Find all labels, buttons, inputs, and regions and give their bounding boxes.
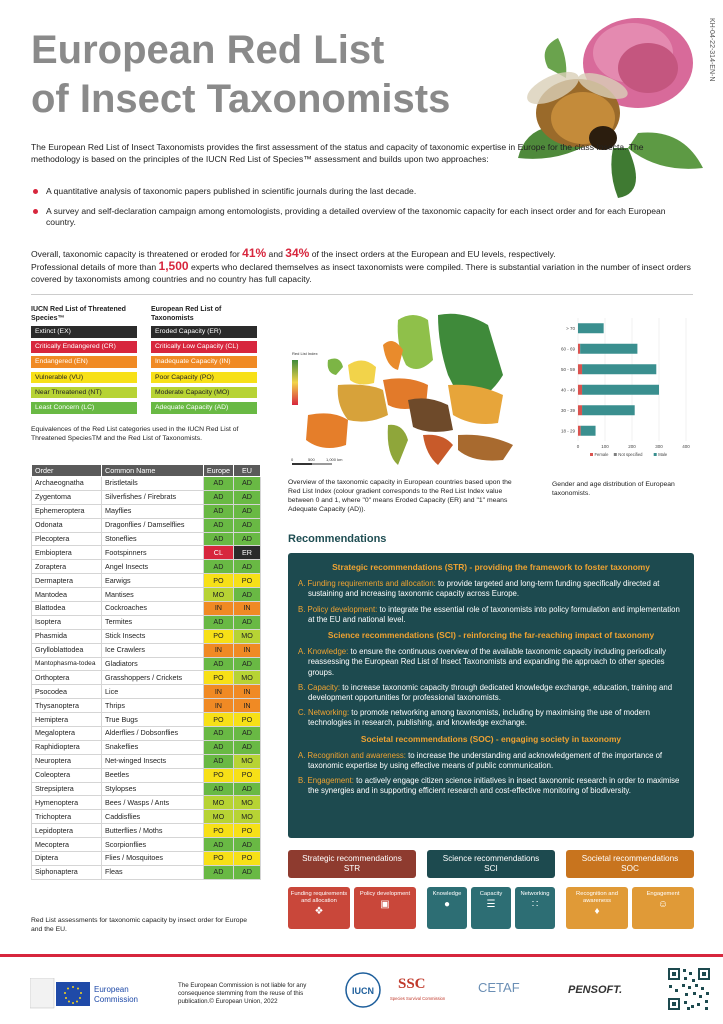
eu-status-cell: MO xyxy=(234,796,261,810)
europe-status-cell: AD xyxy=(203,615,233,629)
common-name-cell: Mantises xyxy=(102,588,204,602)
recommendation-text: to integrate the essential role of taxonomists into policy formulation and implementation at the EU and national level. xyxy=(308,604,680,624)
gender-age-bar-chart xyxy=(548,313,693,473)
legend-heading-taxonomists: European Red List of Taxonomists xyxy=(151,306,222,322)
subitem-icon: ☺ xyxy=(657,899,669,910)
bar-male xyxy=(582,385,659,395)
europe-status-cell: PO xyxy=(203,824,233,838)
table-row xyxy=(32,588,261,602)
common-name-cell: Earwigs xyxy=(102,574,204,588)
europe-status-cell: AD xyxy=(203,532,233,546)
table-body xyxy=(32,477,261,880)
category-header: Science recommendations SCI xyxy=(427,850,555,878)
recommendation-key: C. Networking: xyxy=(298,708,350,718)
table-row xyxy=(32,782,261,796)
cetaf-logo: CETAF xyxy=(478,980,520,995)
common-name-cell: Beetles xyxy=(102,768,204,782)
table-row xyxy=(32,768,261,782)
table-row xyxy=(32,754,261,768)
europe-status-cell: IN xyxy=(203,685,233,699)
category-header: Societal recommendations SOC xyxy=(566,850,694,878)
common-name-cell: Termites xyxy=(102,615,204,629)
table-row xyxy=(32,824,261,838)
eu-status-cell: IN xyxy=(234,685,261,699)
iucn-category-0: Extinct (EX) xyxy=(31,326,137,338)
order-cell: Megaloptera xyxy=(32,727,102,741)
eu-status-cell: PO xyxy=(234,713,261,727)
category-subitem: Funding requirements and allocation ❖ xyxy=(288,887,350,929)
eu-status-cell: AD xyxy=(234,727,261,741)
recommendation-text: to provide targeted and long-term funding specifically directed at sustaining and increasing taxonomic capacity across Europe. xyxy=(308,579,660,599)
y-tick-label: 40 - 49 xyxy=(560,387,575,393)
chart-caption: Gender and age distribution of European taxonomists. xyxy=(552,481,675,497)
section-divider xyxy=(31,294,693,295)
europe-status-cell: MO xyxy=(203,796,233,810)
europe-status-cell: MO xyxy=(203,588,233,602)
qr-code[interactable] xyxy=(667,967,711,1011)
disclaimer: The European Commission is not liable for any consequence stemming from the reuse of this publication.© European Union, 2022 xyxy=(178,982,307,1005)
svg-text:European: European xyxy=(94,985,129,994)
recommendation-item xyxy=(298,683,684,703)
table-row xyxy=(32,865,261,879)
table-row xyxy=(32,810,261,824)
y-tick-label: 60 - 69 xyxy=(560,346,575,352)
table-row xyxy=(32,615,261,629)
order-cell: Hemiptera xyxy=(32,713,102,727)
table-row xyxy=(32,574,261,588)
recommendation-key: A. Recognition and awareness: xyxy=(298,750,406,760)
subitem-icon: ☰ xyxy=(486,899,496,910)
bar-female xyxy=(578,344,580,354)
eu-status-cell: MO xyxy=(234,754,261,768)
bar-female xyxy=(578,385,582,395)
order-cell: Trichoptera xyxy=(32,810,102,824)
eu-status-cell: PO xyxy=(234,852,261,866)
common-name-cell: Ice Crawlers xyxy=(102,643,204,657)
table-note: Red List assessments for taxonomic capacity by insect order for Europe and the EU. xyxy=(31,917,248,933)
europe-status-cell: MO xyxy=(203,810,233,824)
eu-status-cell: MO xyxy=(234,629,261,643)
european-commission-logo xyxy=(30,978,170,1010)
order-cell: Ephemeroptera xyxy=(32,504,102,518)
legend-swatch xyxy=(654,453,657,456)
recommendation-item xyxy=(298,647,684,678)
recommendation-item xyxy=(298,579,684,599)
table-row xyxy=(32,560,261,574)
europe-capacity-map xyxy=(288,305,520,473)
common-name-cell: Alderflies / Dobsonflies xyxy=(102,727,204,741)
bar-male xyxy=(580,344,637,354)
legend-swatch xyxy=(590,453,593,456)
taxonomist-category-3: Poor Capacity (PO) xyxy=(151,372,257,384)
header-eu: EU xyxy=(234,465,261,477)
europe-status-cell: AD xyxy=(203,477,233,491)
eu-status-cell: ER xyxy=(234,546,261,560)
subitem-icon: ❖ xyxy=(314,906,324,917)
europe-status-cell: AD xyxy=(203,504,233,518)
intro-paragraph: The European Red List of Insect Taxonomists provides the first assessment of the status and capacity of taxonomic expertise in Europe for the class Insecta. The methodology is based on the principles of the IUCN Red List of Species™ assessment and builds upon two approaches: xyxy=(31,142,644,164)
table-row xyxy=(32,518,261,532)
document-id: KH-04-22-314-EN-N xyxy=(708,18,715,82)
iucn-category-3: Vulnerable (VU) xyxy=(31,372,137,384)
eu-status-cell: MO xyxy=(234,671,261,685)
table-row xyxy=(32,629,261,643)
category-subitem: Capacity ☰ xyxy=(471,887,511,929)
eu-status-cell: AD xyxy=(234,504,261,518)
eu-status-cell: PO xyxy=(234,574,261,588)
eu-status-cell: AD xyxy=(234,782,261,796)
approach-item: A survey and self-declaration campaign among entomologists, providing a detailed overview of the taxonomic capacity for each insect order and for each European country. xyxy=(31,206,681,229)
order-cell: Zygentoma xyxy=(32,490,102,504)
common-name-cell: Fleas xyxy=(102,865,204,879)
category-soc xyxy=(566,850,694,930)
common-name-cell: Silverfishes / Firebrats xyxy=(102,490,204,504)
map-legend-title: Red List Index xyxy=(292,351,318,356)
svg-text:IUCN: IUCN xyxy=(352,986,374,996)
category-sci xyxy=(427,850,555,930)
taxonomist-category-0: Eroded Capacity (ER) xyxy=(151,326,257,338)
svg-text:1,000 km: 1,000 km xyxy=(326,457,343,462)
header-europe: Europe xyxy=(203,465,233,477)
common-name-cell: Bees / Wasps / Ants xyxy=(102,796,204,810)
order-cell: Archaeognatha xyxy=(32,477,102,491)
map-legend-gradient xyxy=(292,360,298,405)
europe-status-cell: AD xyxy=(203,754,233,768)
x-tick-label: 400 xyxy=(682,444,690,449)
order-cell: Mecoptera xyxy=(32,838,102,852)
common-name-cell: Bristletails xyxy=(102,477,204,491)
common-name-cell: Net-winged Insects xyxy=(102,754,204,768)
recommendation-text: to increase taxonomic capacity through dedicated knowledge exchange, education, training and development opportunities for professional taxonomists. xyxy=(308,682,673,703)
bullet-dot xyxy=(33,209,38,214)
recommendations-panel xyxy=(288,553,694,838)
category-str xyxy=(288,850,416,930)
recommendation-text: to increase the understanding and acknowledgement of the importance of taxonomic expertise by using effective means of public communication. xyxy=(308,750,663,771)
europe-status-cell: PO xyxy=(203,713,233,727)
europe-status-cell: AD xyxy=(203,782,233,796)
eu-status-cell: AD xyxy=(234,588,261,602)
recommendation-item xyxy=(298,751,684,771)
recommendation-text: to actively engage citizen science initiatives in insect taxonomic research in order to maximise the synergies and in supporting efficient research and cost-effective monitoring of biodiversity. xyxy=(308,776,680,796)
x-tick-label: 200 xyxy=(628,444,636,449)
recommendation-section-heading: Science recommendations (SCI) - reinforcing the far-reaching impact of taxonomy xyxy=(327,630,655,641)
common-name-cell: Footspinners xyxy=(102,546,204,560)
category-subitem: Knowledge ● xyxy=(427,887,467,929)
europe-status-cell: IN xyxy=(203,602,233,616)
recommendation-item xyxy=(298,708,684,728)
bar-male xyxy=(582,364,656,374)
eu-status-cell: IN xyxy=(234,602,261,616)
table-row xyxy=(32,477,261,491)
recommendation-key: B. Policy development: xyxy=(298,604,378,614)
recommendation-section-heading: Societal recommendations (SOC) - engaging society in taxonomy xyxy=(360,733,622,744)
iucn-category-1: Critically Endangered (CR) xyxy=(31,341,137,353)
legend-label: Male xyxy=(658,452,668,457)
recommendation-item xyxy=(298,605,684,625)
europe-status-cell: AD xyxy=(203,727,233,741)
eu-status-cell: AD xyxy=(234,518,261,532)
table-row xyxy=(32,657,261,671)
common-name-cell: Mayflies xyxy=(102,504,204,518)
europe-status-cell: AD xyxy=(203,657,233,671)
order-cell: Mantodea xyxy=(32,588,102,602)
iucn-category-2: Endangered (EN) xyxy=(31,356,137,368)
header-order: Order xyxy=(32,465,102,477)
europe-status-cell: AD xyxy=(203,560,233,574)
pensoft-logo: PENSOFT. xyxy=(568,984,623,996)
order-cell: Thysanoptera xyxy=(32,699,102,713)
table-row xyxy=(32,602,261,616)
order-cell: Blattodea xyxy=(32,602,102,616)
x-tick-label: 100 xyxy=(601,444,609,449)
order-cell: Hymenoptera xyxy=(32,796,102,810)
eu-status-cell: AD xyxy=(234,740,261,754)
svg-text:500: 500 xyxy=(308,457,315,462)
bar-female xyxy=(578,405,582,415)
approach-item: A quantitative analysis of taxonomic papers published in scientific journals during the last decade. xyxy=(31,186,681,198)
order-cell: Zoraptera xyxy=(32,560,102,574)
ssc-logo: SSC xyxy=(398,976,426,992)
common-name-cell: Caddisflies xyxy=(102,810,204,824)
order-cell: Raphidioptera xyxy=(32,740,102,754)
taxonomist-category-2: Inadequate Capacity (IN) xyxy=(151,356,257,368)
table-row xyxy=(32,490,261,504)
insect-order-table xyxy=(31,464,261,880)
legend-note: Equivalences of the Red List categories used in the IUCN Red List of Threatened SpeciesTM and the Red List of Taxonomists. xyxy=(31,426,239,442)
eu-status-cell: AD xyxy=(234,657,261,671)
subitem-icon: ♦ xyxy=(594,906,600,917)
recommendation-key: A. Funding requirements and allocation: xyxy=(298,579,436,589)
iucn-logo xyxy=(345,972,381,1008)
subitem-icon: ▣ xyxy=(380,899,390,910)
recommendation-text: to ensure the continuous overview of the available taxonomic capacity including periodically reassessing the European Red List of Insect Taxonomists and expanding the approach to other species groups. xyxy=(308,647,666,677)
table-row xyxy=(32,643,261,657)
order-cell: Odonata xyxy=(32,518,102,532)
europe-percentage: 41% xyxy=(242,246,267,260)
recommendation-item xyxy=(298,776,684,796)
common-name-cell: Stick Insects xyxy=(102,629,204,643)
common-name-cell: Flies / Mosquitoes xyxy=(102,852,204,866)
bar-male xyxy=(581,426,596,436)
order-cell: Lepidoptera xyxy=(32,824,102,838)
common-name-cell: Dragonflies / Damselflies xyxy=(102,518,204,532)
legend-swatch xyxy=(614,453,617,456)
overall-summary: Overall, taxonomic capacity is threatened or eroded for 41% and 34% of the insect orders at the European and EU levels, respectively. Professional details of more than 1,500 experts who declared themselves as insect taxonomists were compiled. There is substantial variation in the number of insect orders covered by taxonomists among countries and no country has full capacity. xyxy=(31,246,691,284)
common-name-cell: Stoneflies xyxy=(102,532,204,546)
bee-on-clover-illustration xyxy=(508,8,708,198)
order-cell: Isoptera xyxy=(32,615,102,629)
ssc-subtitle: Species Survival Commission xyxy=(390,996,446,1001)
category-header: Strategic recommendations STR xyxy=(288,850,416,878)
common-name-cell: Gladiators xyxy=(102,657,204,671)
bar-male xyxy=(582,405,635,415)
order-cell: Dermaptera xyxy=(32,574,102,588)
common-name-cell: Snakeflies xyxy=(102,740,204,754)
header-common-name: Common Name xyxy=(102,465,204,477)
common-name-cell: Stylopses xyxy=(102,782,204,796)
recommendation-key: A. Knowledge: xyxy=(298,647,349,657)
taxonomist-category-1: Critically Low Capacity (CL) xyxy=(151,341,257,353)
common-name-cell: Angel Insects xyxy=(102,560,204,574)
eu-status-cell: AD xyxy=(234,615,261,629)
common-name-cell: Scorpionflies xyxy=(102,838,204,852)
eu-status-cell: AD xyxy=(234,865,261,879)
order-cell: Psocodea xyxy=(32,685,102,699)
order-cell: Siphonaptera xyxy=(32,865,102,879)
legend-label: Not specified xyxy=(618,452,643,457)
order-cell: Mantophasma-todea xyxy=(32,657,102,671)
subitem-icon: ∷ xyxy=(531,899,539,910)
europe-status-cell: AD xyxy=(203,838,233,852)
expert-count: 1,500 xyxy=(158,259,189,273)
y-tick-label: 30 - 39 xyxy=(560,407,575,413)
category-subitem: Recognition and awareness ♦ xyxy=(566,887,628,929)
recommendation-key: B. Capacity: xyxy=(298,682,341,692)
footer-divider xyxy=(0,954,723,957)
y-tick-label: 50 - 59 xyxy=(560,366,575,372)
table-row xyxy=(32,699,261,713)
x-tick-label: 300 xyxy=(655,444,663,449)
bar-female xyxy=(578,426,581,436)
order-cell: Plecoptera xyxy=(32,532,102,546)
bullet-dot xyxy=(33,189,38,194)
table-row xyxy=(32,852,261,866)
common-name-cell: Butterflies / Moths xyxy=(102,824,204,838)
common-name-cell: True Bugs xyxy=(102,713,204,727)
x-tick-label: 0 xyxy=(576,444,580,449)
table-row xyxy=(32,532,261,546)
y-tick-label: > 70 xyxy=(566,325,575,331)
legend-label: Female xyxy=(594,452,609,457)
page-title: European Red List of Insect Taxonomists xyxy=(31,28,451,121)
order-cell: Strepsiptera xyxy=(32,782,102,796)
europe-status-cell: AD xyxy=(203,518,233,532)
recommendation-section-heading: Strategic recommendations (STR) - providing the framework to foster taxonomy xyxy=(332,562,650,572)
europe-status-cell: CL xyxy=(203,546,233,560)
approach-list xyxy=(31,186,681,237)
europe-status-cell: AD xyxy=(203,740,233,754)
eu-status-cell: IN xyxy=(234,643,261,657)
order-cell: Embioptera xyxy=(32,546,102,560)
order-cell: Grylloblattodea xyxy=(32,643,102,657)
iucn-category-5: Least Concern (LC) xyxy=(31,402,137,414)
europe-status-cell: PO xyxy=(203,852,233,866)
table-row xyxy=(32,796,261,810)
table-row xyxy=(32,546,261,560)
europe-status-cell: PO xyxy=(203,574,233,588)
europe-status-cell: PO xyxy=(203,768,233,782)
table-row xyxy=(32,727,261,741)
eu-status-cell: PO xyxy=(234,824,261,838)
order-cell: Coleoptera xyxy=(32,768,102,782)
table-row xyxy=(32,671,261,685)
recommendation-text: to promote networking among taxonomists, including by maximising the use of modern technologies in research, publishing, and knowledge exchange. xyxy=(308,708,650,728)
eu-status-cell: MO xyxy=(234,810,261,824)
recommendations-title: Recommendations xyxy=(288,533,387,545)
bar-male xyxy=(578,323,604,333)
europe-status-cell: IN xyxy=(203,643,233,657)
europe-status-cell: PO xyxy=(203,629,233,643)
eu-status-cell: AD xyxy=(234,560,261,574)
europe-status-cell: AD xyxy=(203,490,233,504)
eu-status-cell: IN xyxy=(234,699,261,713)
common-name-cell: Thrips xyxy=(102,699,204,713)
eu-status-cell: AD xyxy=(234,477,261,491)
europe-status-cell: AD xyxy=(203,865,233,879)
svg-text:Commission: Commission xyxy=(94,995,139,1004)
order-cell: Orthoptera xyxy=(32,671,102,685)
subitem-icon: ● xyxy=(443,899,451,910)
table-row xyxy=(32,685,261,699)
table-row xyxy=(32,713,261,727)
recommendation-key: B. Engagement: xyxy=(298,776,354,786)
eu-status-cell: AD xyxy=(234,532,261,546)
taxonomist-category-4: Moderate Capacity (MO) xyxy=(151,387,257,399)
table-row xyxy=(32,838,261,852)
table-header-row xyxy=(32,465,261,477)
legend-heading-iucn: IUCN Red List of Threatened Species™ xyxy=(31,306,126,322)
category-subitem: Policy development ▣ xyxy=(354,887,416,929)
eu-percentage: 34% xyxy=(285,246,310,260)
iucn-category-4: Near Threatened (NT) xyxy=(31,387,137,399)
order-cell: Diptera xyxy=(32,852,102,866)
eu-status-cell: AD xyxy=(234,838,261,852)
common-name-cell: Grasshoppers / Crickets xyxy=(102,671,204,685)
table-row xyxy=(32,740,261,754)
eu-status-cell: PO xyxy=(234,768,261,782)
europe-status-cell: PO xyxy=(203,671,233,685)
order-cell: Phasmida xyxy=(32,629,102,643)
common-name-cell: Cockroaches xyxy=(102,602,204,616)
taxonomist-category-5: Adequate Capacity (AD) xyxy=(151,402,257,414)
table-row xyxy=(32,504,261,518)
europe-status-cell: IN xyxy=(203,699,233,713)
bar-female xyxy=(578,364,582,374)
eu-status-cell: AD xyxy=(234,490,261,504)
y-tick-label: 18 - 29 xyxy=(560,428,575,434)
category-subitem: Engagement ☺ xyxy=(632,887,694,929)
svg-text:0: 0 xyxy=(291,457,294,462)
common-name-cell: Lice xyxy=(102,685,204,699)
order-cell: Neuroptera xyxy=(32,754,102,768)
map-caption: Overview of the taxonomic capacity in European countries based upon the Red List Index (colour gradient corresponds to the Red List Index value between 0 and 1, where "0" means Eroded Capacity (ER) and "1" means Adequate Capacity (AD)). xyxy=(288,479,512,513)
category-subitem: Networking ∷ xyxy=(515,887,555,929)
